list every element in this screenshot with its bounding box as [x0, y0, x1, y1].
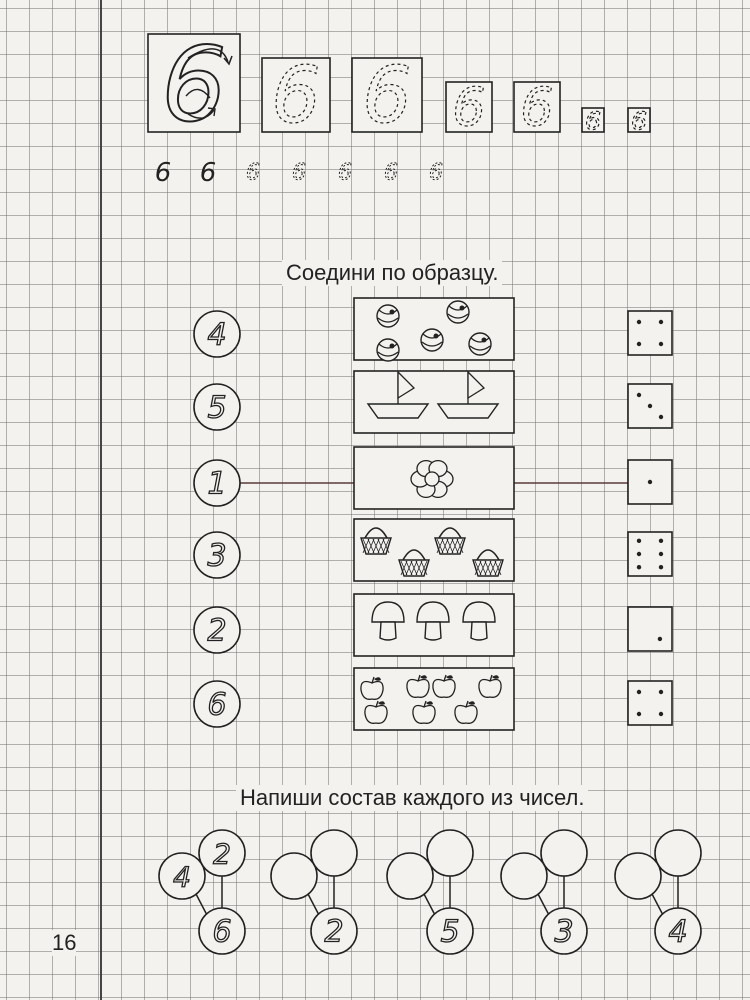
- matching-task: [194, 298, 672, 730]
- dice-frame: [628, 532, 672, 576]
- match-instruction: Соедини по образцу.: [282, 260, 502, 286]
- dice-dot: [637, 552, 641, 556]
- dice-dot: [659, 539, 663, 543]
- dice-box: [628, 607, 672, 651]
- dashed-sample-digit: 6: [384, 160, 398, 186]
- dice-dot: [637, 690, 641, 694]
- number-label: 1: [207, 466, 227, 502]
- dashed-digit: 6: [584, 106, 602, 136]
- dashed-digit: 6: [452, 77, 486, 139]
- dice-dot: [637, 320, 641, 324]
- dice-frame: [628, 681, 672, 725]
- ball-icon: [447, 301, 469, 323]
- dice-dot: [659, 690, 663, 694]
- dice-dot: [637, 393, 641, 397]
- dice-dot: [648, 480, 652, 484]
- part-circle-top: [311, 830, 357, 876]
- dice-dot: [659, 712, 663, 716]
- number-label: 4: [207, 317, 227, 353]
- ball-icon: [421, 329, 443, 351]
- dice-frame: [628, 311, 672, 355]
- dice-dot: [658, 637, 662, 641]
- dice-box: [628, 681, 672, 725]
- dice-box: [628, 460, 672, 504]
- dashed-sample-digit: 6: [246, 160, 260, 186]
- dice-box: [628, 311, 672, 355]
- dice-dot: [659, 552, 663, 556]
- flower-icon: [411, 461, 453, 498]
- digit-practice: [148, 25, 650, 188]
- dashed-digit: 6: [520, 77, 554, 139]
- traced-digit: 6: [161, 25, 227, 145]
- total-label: 2: [324, 914, 344, 950]
- dice-dot: [659, 565, 663, 569]
- dice-dot: [637, 712, 641, 716]
- total-label: 5: [440, 914, 460, 950]
- number-label: 2: [207, 613, 227, 649]
- page-number: 16: [52, 930, 77, 955]
- dice-dot: [637, 565, 641, 569]
- part-circle-left: [615, 853, 661, 899]
- total-label: 3: [554, 914, 574, 950]
- dice-dot: [637, 342, 641, 346]
- number-tree: [615, 830, 701, 954]
- number-tree: [387, 830, 473, 954]
- total-label: 6: [212, 914, 232, 950]
- part-circle-left: [271, 853, 317, 899]
- number-label: 6: [207, 687, 227, 723]
- sample-digit: 6: [154, 158, 172, 188]
- dashed-digit: 6: [362, 51, 412, 141]
- part-circle-top: [427, 830, 473, 876]
- part-circle-left: [501, 853, 547, 899]
- sample-digit: 6: [199, 158, 217, 188]
- dice-dot: [659, 320, 663, 324]
- number-label: 3: [207, 538, 227, 574]
- composition-task: [159, 830, 701, 954]
- number-tree: [271, 830, 357, 954]
- dice-dot: [659, 342, 663, 346]
- part-circle-top: [541, 830, 587, 876]
- composition-instruction: Напиши состав каждого из чисел.: [236, 785, 588, 811]
- ball-icon: [469, 333, 491, 355]
- ball-icon: [377, 339, 399, 361]
- top-part-label: 2: [213, 837, 231, 871]
- number-tree: [159, 830, 245, 954]
- number-tree: [501, 830, 587, 954]
- dice-dot: [637, 539, 641, 543]
- dashed-digit: 6: [630, 106, 648, 136]
- picture-box: [354, 371, 514, 433]
- dice-box: [628, 384, 672, 428]
- part-circle-top: [655, 830, 701, 876]
- number-label: 5: [207, 390, 227, 426]
- dashed-digit: 6: [271, 51, 321, 141]
- dashed-sample-digit: 6: [292, 160, 306, 186]
- dice-box: [628, 532, 672, 576]
- total-label: 4: [668, 914, 688, 950]
- dashed-sample-digit: 6: [429, 160, 443, 186]
- part-circle-left: [387, 853, 433, 899]
- dice-dot: [648, 404, 652, 408]
- dice-frame: [628, 607, 672, 651]
- left-part-label: 4: [173, 860, 191, 894]
- dice-dot: [659, 415, 663, 419]
- dashed-sample-digit: 6: [338, 160, 352, 186]
- ball-icon: [377, 305, 399, 327]
